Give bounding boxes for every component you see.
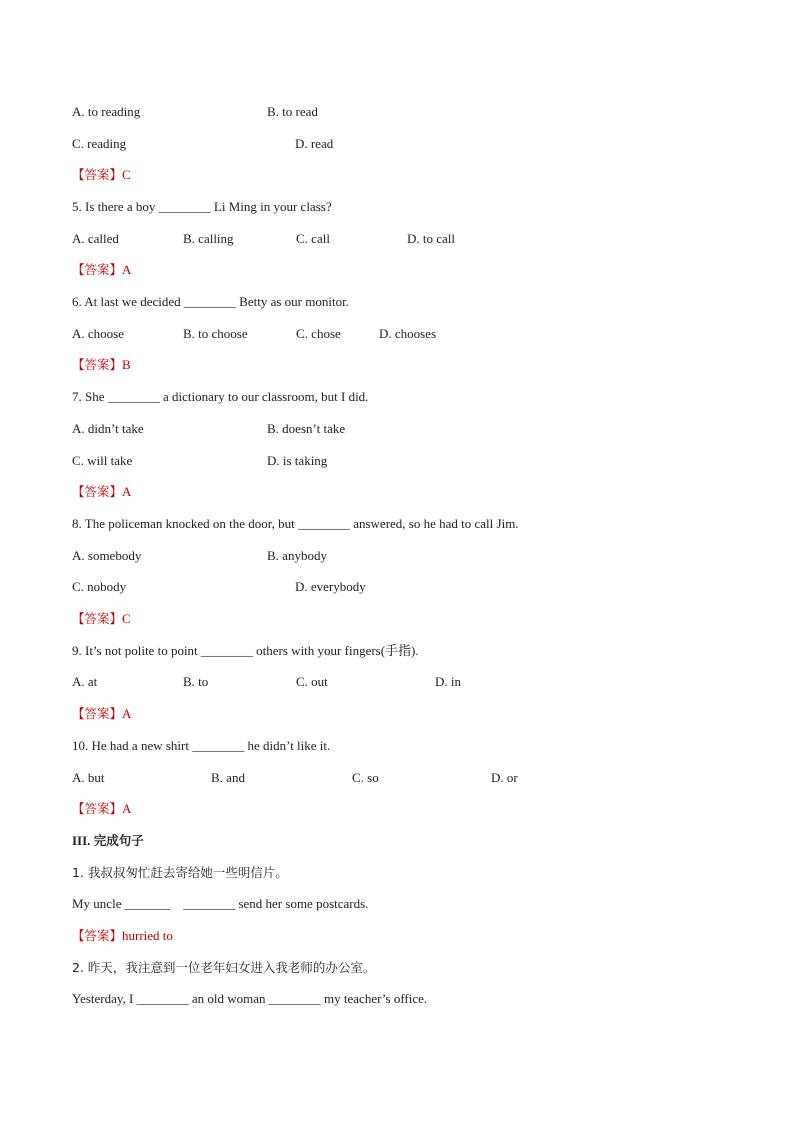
q8-answer [72,611,131,627]
q9-option-d: D. in [435,674,461,689]
q5-option-a: A. called [72,231,119,246]
q10-question: 10. He had a new shirt ________ he didn’t like it. [72,738,331,753]
answer-label: 【答案】 [72,167,123,182]
answer-value: C [122,167,131,182]
section-heading [72,833,144,849]
q4-option-d: D. read [295,136,334,151]
q8-option-c: C. nobody [72,579,127,594]
answer-label: 【答案】 [72,706,123,721]
q10-answer [72,801,131,817]
q4-option-b: B. to read [267,104,318,119]
q9-option-c: C. out [296,674,328,689]
s1-answer [72,928,173,944]
section-number: III. [72,833,91,848]
q7-option-c: C. will take [72,453,133,468]
q8-option-a: A. somebody [72,548,142,563]
q5-answer [72,262,131,278]
section-title: 完成句子 [93,833,144,848]
answer-value: A [122,484,132,499]
q6-option-a: A. choose [72,326,124,341]
answer-label: 【答案】 [72,928,123,943]
s1-sentence: My uncle _______ ________ send her some postcards. [72,896,369,911]
s2-sentence: Yesterday, I ________ an old woman ________ my teacher’s office. [72,991,428,1006]
q5-option-b: B. calling [183,231,234,246]
q5-option-d: D. to call [407,231,456,246]
answer-value: A [122,801,132,816]
answer-value: hurried to [122,928,173,943]
q10-option-d: D. or [491,770,518,785]
q10-option-c: C. so [352,770,379,785]
q7-question: 7. She ________ a dictionary to our classroom, but I did. [72,389,369,404]
q9-option-b: B. to [183,674,209,689]
s2-prompt: 2. 昨天，我注意到一位老年妇女进入我老师的办公室。 [72,960,376,975]
answer-label: 【答案】 [72,801,123,816]
q8-question: 8. The policeman knocked on the door, but ________ answered, so he had to call Jim. [72,516,519,531]
q5-option-c: C. call [296,231,330,246]
answer-value: A [122,262,132,277]
q10-option-a: A. but [72,770,105,785]
q9-question: 9. It’s not polite to point ________ others with your fingers(手指). [72,643,419,658]
q7-option-b: B. doesn’t take [267,421,346,436]
q7-option-d: D. is taking [267,453,328,468]
q7-answer [72,484,131,500]
answer-value: C [122,611,131,626]
answer-label: 【答案】 [72,357,123,372]
s1-prompt: 1. 我叔叔匆忙赶去寄给她一些明信片。 [72,865,288,880]
q9-answer [72,706,131,722]
q7-option-a: A. didn’t take [72,421,144,436]
q6-question: 6. At last we decided ________ Betty as our monitor. [72,294,349,309]
q5-question: 5. Is there a boy ________ Li Ming in your class? [72,199,332,214]
answer-label: 【答案】 [72,611,123,626]
q6-option-c: C. chose [296,326,341,341]
q10-option-b: B. and [211,770,245,785]
q4-answer [72,167,131,183]
q4-option-c: C. reading [72,136,127,151]
q8-option-d: D. everybody [295,579,366,594]
answer-label: 【答案】 [72,484,123,499]
q6-option-b: B. to choose [183,326,248,341]
q6-option-d: D. chooses [379,326,437,341]
answer-label: 【答案】 [72,262,123,277]
q4-option-a: A. to reading [72,104,141,119]
answer-value: A [122,706,132,721]
q8-option-b: B. anybody [267,548,327,563]
q6-answer [72,357,131,373]
answer-value: B [122,357,131,372]
q9-option-a: A. at [72,674,98,689]
